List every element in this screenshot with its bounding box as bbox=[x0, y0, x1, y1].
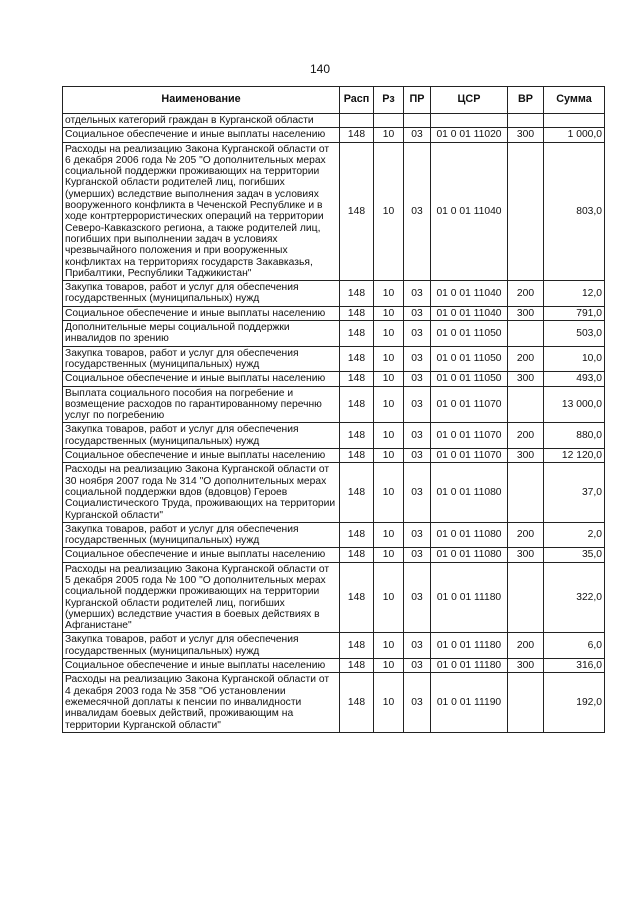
cell-pr: 03 bbox=[404, 548, 431, 562]
header-rz: Рз bbox=[374, 87, 404, 114]
cell-name: Закупка товаров, работ и услуг для обеспечения государственных (муниципальных) нужд bbox=[63, 346, 340, 372]
cell-pr: 03 bbox=[404, 372, 431, 386]
cell-vr: 200 bbox=[508, 281, 544, 307]
table-row bbox=[63, 449, 605, 463]
cell-vr: 300 bbox=[508, 449, 544, 463]
cell-pr: 03 bbox=[404, 306, 431, 320]
cell-sum: 10,0 bbox=[544, 346, 605, 372]
cell-sum: 503,0 bbox=[544, 321, 605, 347]
cell-sum: 192,0 bbox=[544, 673, 605, 732]
cell-sum: 803,0 bbox=[544, 142, 605, 281]
cell-vr bbox=[508, 142, 544, 281]
cell-name: Социальное обеспечение и иные выплаты населению bbox=[63, 659, 340, 673]
table-row bbox=[63, 522, 605, 548]
cell-rasp: 148 bbox=[340, 346, 374, 372]
cell-csr: 01 0 01 11080 bbox=[431, 548, 508, 562]
cell-name: Расходы на реализацию Закона Курганской области от 30 ноября 2007 года № 314 "О дополнительных мерах социальной поддержки вдов (вдовцов) Героев Социалистического Труда, проживающих на территории Курганской области" bbox=[63, 463, 340, 522]
cell-rasp: 148 bbox=[340, 423, 374, 449]
header-vr: ВР bbox=[508, 87, 544, 114]
cell-rasp: 148 bbox=[340, 673, 374, 732]
cell-pr: 03 bbox=[404, 128, 431, 142]
table-row bbox=[63, 306, 605, 320]
cell-vr bbox=[508, 321, 544, 347]
cell-rz: 10 bbox=[374, 281, 404, 307]
cell-vr bbox=[508, 673, 544, 732]
cell-rz: 10 bbox=[374, 142, 404, 281]
cell-vr: 300 bbox=[508, 548, 544, 562]
cell-csr: 01 0 01 11070 bbox=[431, 386, 508, 423]
cell-sum: 493,0 bbox=[544, 372, 605, 386]
cell-name: Выплата социального пособия на погребение и возмещение расходов по гарантированному перечню услуг по погребению bbox=[63, 386, 340, 423]
cell-csr: 01 0 01 11050 bbox=[431, 372, 508, 386]
table-row bbox=[63, 562, 605, 633]
cell-rz: 10 bbox=[374, 463, 404, 522]
cell-name: Расходы на реализацию Закона Курганской области от 6 декабря 2006 года № 205 "О дополнительных мерах социальной поддержки проживающих на территории Курганской области родителей лиц, погибших (умерших) вследствие выполнения задач в условиях вооруженного конфликта в Чеченской Республике и в ходе контртеррористических операций на территории Северо-Кавказского региона, а также родителей лиц, погибших при выполнении задач в условиях чрезвычайного положения и при вооруженных конфликтах на территориях государств Закавказья, Прибалтики, Республики Таджикистан" bbox=[63, 142, 340, 281]
cell-sum: 316,0 bbox=[544, 659, 605, 673]
continuation-text: отдельных категорий граждан в Курганской области bbox=[63, 114, 340, 128]
cell-vr: 200 bbox=[508, 423, 544, 449]
cell-name: Социальное обеспечение и иные выплаты населению bbox=[63, 306, 340, 320]
cell-rz: 10 bbox=[374, 386, 404, 423]
cell-rasp: 148 bbox=[340, 633, 374, 659]
header-name: Наименование bbox=[63, 87, 340, 114]
cell-rz: 10 bbox=[374, 372, 404, 386]
cell-sum: 12 120,0 bbox=[544, 449, 605, 463]
cell-rz: 10 bbox=[374, 659, 404, 673]
cell-pr: 03 bbox=[404, 659, 431, 673]
cell-csr: 01 0 01 11080 bbox=[431, 522, 508, 548]
cell-sum: 880,0 bbox=[544, 423, 605, 449]
cell-pr: 03 bbox=[404, 463, 431, 522]
cell-rasp: 148 bbox=[340, 128, 374, 142]
header-rasp: Расп bbox=[340, 87, 374, 114]
cell-rz: 10 bbox=[374, 522, 404, 548]
cell-vr bbox=[508, 386, 544, 423]
cell-rz: 10 bbox=[374, 306, 404, 320]
cell-rz: 10 bbox=[374, 449, 404, 463]
page-number: 140 bbox=[309, 62, 331, 76]
cell-vr: 200 bbox=[508, 522, 544, 548]
cell-rasp: 148 bbox=[340, 281, 374, 307]
cell-pr: 03 bbox=[404, 562, 431, 633]
cell-csr: 01 0 01 11040 bbox=[431, 142, 508, 281]
cell-name: Социальное обеспечение и иные выплаты населению bbox=[63, 128, 340, 142]
cell-rz: 10 bbox=[374, 673, 404, 732]
cell-vr bbox=[508, 463, 544, 522]
cell-name: Социальное обеспечение и иные выплаты населению bbox=[63, 372, 340, 386]
cell-rz: 10 bbox=[374, 321, 404, 347]
cell-name: Социальное обеспечение и иные выплаты населению bbox=[63, 449, 340, 463]
table-row bbox=[63, 659, 605, 673]
cell-csr: 01 0 01 11180 bbox=[431, 659, 508, 673]
cell-rasp: 148 bbox=[340, 321, 374, 347]
cell-sum: 2,0 bbox=[544, 522, 605, 548]
cell-rasp: 148 bbox=[340, 372, 374, 386]
cell-csr: 01 0 01 11190 bbox=[431, 673, 508, 732]
cell-csr: 01 0 01 11050 bbox=[431, 321, 508, 347]
cell-pr: 03 bbox=[404, 386, 431, 423]
cell-csr: 01 0 01 11020 bbox=[431, 128, 508, 142]
cell-name: Закупка товаров, работ и услуг для обеспечения государственных (муниципальных) нужд bbox=[63, 423, 340, 449]
cell-sum: 13 000,0 bbox=[544, 386, 605, 423]
cell-name: Социальное обеспечение и иные выплаты населению bbox=[63, 548, 340, 562]
table-body bbox=[63, 114, 605, 733]
cell-vr: 300 bbox=[508, 659, 544, 673]
cell-vr: 200 bbox=[508, 633, 544, 659]
header-pr: ПР bbox=[404, 87, 431, 114]
cell-name: Закупка товаров, работ и услуг для обеспечения государственных (муниципальных) нужд bbox=[63, 633, 340, 659]
cell-rasp: 148 bbox=[340, 463, 374, 522]
table-header-row bbox=[63, 87, 605, 114]
cell-name: Расходы на реализацию Закона Курганской области от 5 декабря 2005 года № 100 "О дополнительных мерах социальной поддержки проживающих на территории Курганской области родителей лиц, погибших (умерших) вследствие участия в боевых действиях в Афганистане" bbox=[63, 562, 340, 633]
cell-pr: 03 bbox=[404, 142, 431, 281]
table-row bbox=[63, 281, 605, 307]
cell-csr: 01 0 01 11180 bbox=[431, 562, 508, 633]
cell-name: Дополнительные меры социальной поддержки инвалидов по зрению bbox=[63, 321, 340, 347]
cell-name: Закупка товаров, работ и услуг для обеспечения государственных (муниципальных) нужд bbox=[63, 281, 340, 307]
cell-rasp: 148 bbox=[340, 659, 374, 673]
cell-rasp: 148 bbox=[340, 449, 374, 463]
cell-rz: 10 bbox=[374, 562, 404, 633]
cell-rz: 10 bbox=[374, 128, 404, 142]
header-csr: ЦСР bbox=[431, 87, 508, 114]
cell-rasp: 148 bbox=[340, 562, 374, 633]
cell-rz: 10 bbox=[374, 548, 404, 562]
cell-csr: 01 0 01 11180 bbox=[431, 633, 508, 659]
cell-rasp: 148 bbox=[340, 386, 374, 423]
cell-name: Расходы на реализацию Закона Курганской области от 4 декабря 2003 года № 358 "Об установлении ежемесячной доплаты к пенсии по инвалидности инвалидам боевых действий, проживающим на территории Курганской области" bbox=[63, 673, 340, 732]
cell-vr: 300 bbox=[508, 372, 544, 386]
cell-pr: 03 bbox=[404, 346, 431, 372]
cell-rz: 10 bbox=[374, 346, 404, 372]
cell-rasp: 148 bbox=[340, 142, 374, 281]
cell-sum: 37,0 bbox=[544, 463, 605, 522]
cell-vr: 300 bbox=[508, 306, 544, 320]
cell-pr: 03 bbox=[404, 449, 431, 463]
cell-pr: 03 bbox=[404, 673, 431, 732]
header-sum: Сумма bbox=[544, 87, 605, 114]
cell-sum: 791,0 bbox=[544, 306, 605, 320]
cell-rz: 10 bbox=[374, 423, 404, 449]
budget-table bbox=[62, 86, 605, 733]
continuation-row bbox=[63, 114, 605, 128]
table-row bbox=[63, 142, 605, 281]
cell-csr: 01 0 01 11040 bbox=[431, 306, 508, 320]
cell-pr: 03 bbox=[404, 633, 431, 659]
cell-sum: 12,0 bbox=[544, 281, 605, 307]
cell-csr: 01 0 01 11080 bbox=[431, 463, 508, 522]
table-row bbox=[63, 633, 605, 659]
table-row bbox=[63, 548, 605, 562]
cell-csr: 01 0 01 11050 bbox=[431, 346, 508, 372]
cell-pr: 03 bbox=[404, 321, 431, 347]
table-row bbox=[63, 386, 605, 423]
table-row bbox=[63, 463, 605, 522]
cell-csr: 01 0 01 11070 bbox=[431, 449, 508, 463]
cell-name: Закупка товаров, работ и услуг для обеспечения государственных (муниципальных) нужд bbox=[63, 522, 340, 548]
cell-sum: 1 000,0 bbox=[544, 128, 605, 142]
table-row bbox=[63, 321, 605, 347]
cell-rasp: 148 bbox=[340, 522, 374, 548]
cell-csr: 01 0 01 11070 bbox=[431, 423, 508, 449]
cell-vr: 300 bbox=[508, 128, 544, 142]
cell-pr: 03 bbox=[404, 281, 431, 307]
cell-pr: 03 bbox=[404, 423, 431, 449]
table-row bbox=[63, 673, 605, 732]
cell-rz: 10 bbox=[374, 633, 404, 659]
cell-pr: 03 bbox=[404, 522, 431, 548]
cell-sum: 35,0 bbox=[544, 548, 605, 562]
table-row bbox=[63, 372, 605, 386]
table-row bbox=[63, 128, 605, 142]
cell-sum: 6,0 bbox=[544, 633, 605, 659]
cell-vr: 200 bbox=[508, 346, 544, 372]
table-row bbox=[63, 423, 605, 449]
cell-rasp: 148 bbox=[340, 548, 374, 562]
cell-sum: 322,0 bbox=[544, 562, 605, 633]
cell-vr bbox=[508, 562, 544, 633]
cell-rasp: 148 bbox=[340, 306, 374, 320]
cell-csr: 01 0 01 11040 bbox=[431, 281, 508, 307]
table-row bbox=[63, 346, 605, 372]
